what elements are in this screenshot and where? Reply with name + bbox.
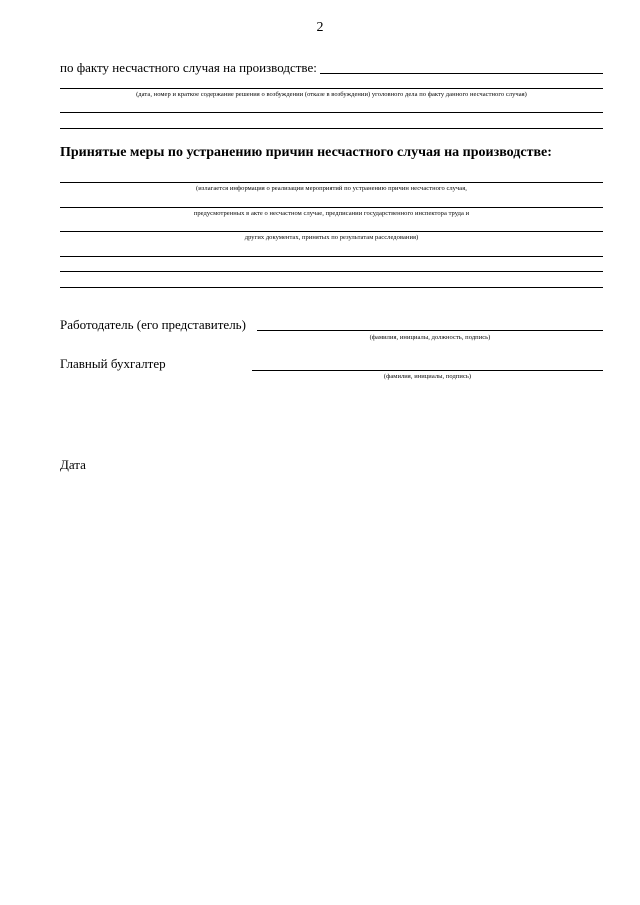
employer-label: Работодатель (его представитель) — [60, 317, 246, 332]
accountant-caption: (фамилия, инициалы, подпись) — [383, 373, 472, 380]
date-label: Дата — [60, 457, 86, 472]
employer-signature-line[interactable] — [257, 330, 603, 331]
measures-line-5[interactable] — [60, 271, 603, 272]
employer-caption: (фамилия, инициалы, должность, подпись) — [369, 334, 491, 341]
accountant-signature-line[interactable] — [252, 370, 603, 371]
criminal-case-label: по факту несчастного случая на производстве: — [60, 60, 317, 75]
criminal-case-line-2[interactable] — [60, 112, 603, 113]
criminal-case-line-1[interactable] — [60, 88, 603, 89]
criminal-case-fill-line[interactable] — [320, 73, 603, 74]
measures-caption-3: других документах, принятых по результатам расследования) — [244, 234, 419, 241]
measures-line-3[interactable] — [60, 231, 603, 232]
page-number: 2 — [316, 20, 324, 35]
accountant-label: Главный бухгалтер — [60, 356, 166, 371]
measures-line-1[interactable] — [60, 182, 603, 183]
measures-caption-2: предусмотренных в акте о несчастном случае, предписании государственного инспектора труда и — [193, 210, 470, 217]
measures-line-6[interactable] — [60, 287, 603, 288]
measures-heading: Принятые меры по устранению причин несчастного случая на производстве: — [60, 145, 552, 160]
criminal-case-caption: (дата, номер и краткое содержание решения о возбуждении (отказе в возбуждении) уголовного дела по факту данного несчастного случая) — [136, 91, 527, 98]
criminal-case-line-3[interactable] — [60, 128, 603, 129]
measures-line-4[interactable] — [60, 256, 603, 257]
measures-caption-1: (излагается информация о реализации мероприятий по устранению причин несчастного случая, — [196, 185, 467, 192]
measures-line-2[interactable] — [60, 207, 603, 208]
